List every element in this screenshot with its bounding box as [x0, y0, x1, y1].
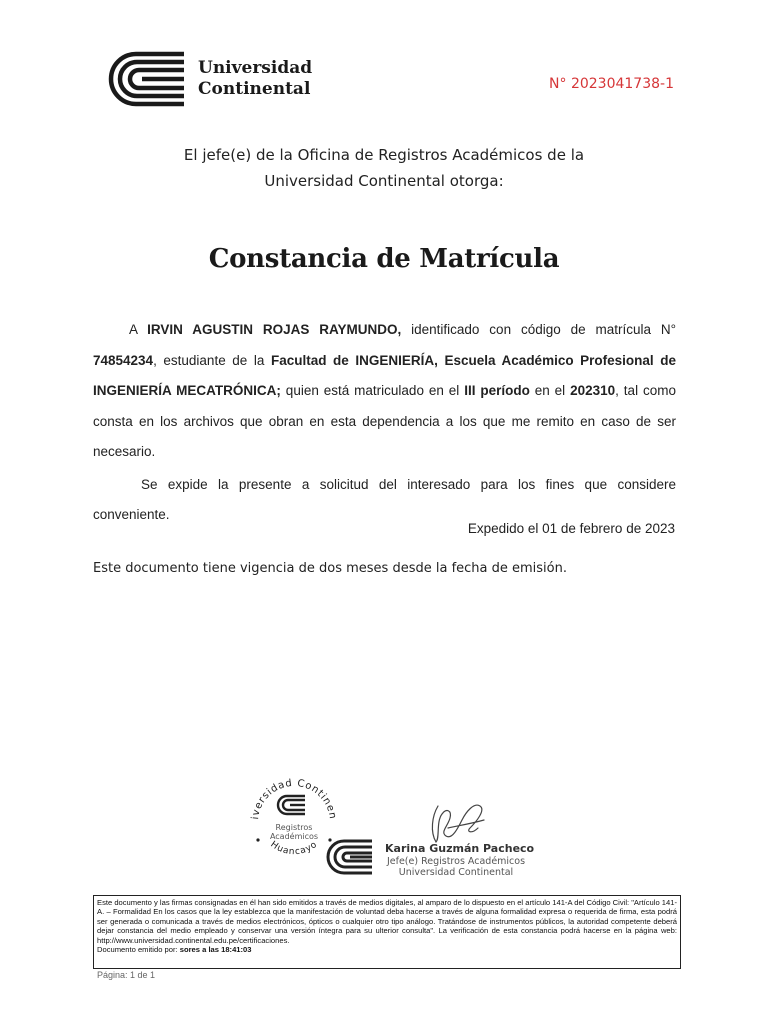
document-body	[93, 315, 676, 531]
body-text: , estudiante de la	[153, 352, 271, 368]
legal-text: Este documento y las firmas consignadas en él han sido emitidos a través de medios digitales, al amparo de lo dispuesto en el artículo 141-A del Código Civil: "Artículo 141-A. – Formalidad En los casos que la ley establezca que la manifestación de voluntad deba hacerse a través de alguna formalidad expresa o requerida de firma, esta podrá ser generada o comunicada a través de medios electrónicos, ópticos o cualquier otro tipo análogo. Tratándose de instrumentos públicos, la autoridad competente deberá dejar constancia del medio empleado y conservar una versión íntegra para su ulterior consulta". La verificación de esta constancia podrá hacerse en la página web: http://www.universidad.continental.edu.pe/certificaciones.	[97, 898, 677, 945]
body-text: , tal como consta en los archivos que obran en esta dependencia a los que me remito en caso de ser necesario.	[93, 383, 676, 459]
seal-center-line-2: Académicos	[269, 832, 319, 841]
university-logo	[106, 50, 326, 110]
logo-line-2: Continental	[198, 79, 311, 99]
document-title: Constancia de Matrícula	[208, 244, 560, 274]
term: 202310	[570, 383, 616, 398]
signer-role	[386, 856, 526, 878]
body-text: en el	[529, 383, 571, 398]
intro-line-1: El jefe(e) de la Oficina de Registros Académicos de la	[183, 146, 585, 164]
body-text: A	[129, 322, 148, 337]
logo-line-1: Universidad	[198, 58, 313, 78]
student-name: IRVIN AGUSTIN ROJAS RAYMUNDO,	[147, 322, 402, 337]
university-name	[198, 58, 312, 100]
continental-logo-icon	[106, 50, 188, 108]
validity-note: Este documento tiene vigencia de dos meses desde la fecha de emisión.	[93, 561, 567, 576]
handwritten-signature-icon	[426, 798, 496, 846]
emitted-value: sores a las 18:41:03	[179, 945, 252, 955]
period: III período	[464, 383, 530, 398]
body-text: identificado con código de matrícula N°	[401, 322, 677, 337]
faculty: Facultad de INGENIERÍA, Escuela Académico Profesional de INGENIERÍA MECATRÓNICA;	[93, 352, 676, 398]
signer-role-line-1: Jefe(e) Registros Académicos	[386, 856, 526, 867]
emitted-label: Documento emitido por:	[97, 945, 180, 955]
seal-top-text: iversidad Continen	[250, 777, 339, 821]
body-paragraph-2: Se expide la presente a solicitud del interesado para los fines que considere conveniente.	[93, 476, 676, 522]
legal-notice	[93, 895, 681, 969]
page-number: Página: 1 de 1	[97, 970, 156, 980]
signer-name: Karina Guzmán Pacheco	[385, 842, 535, 855]
document-number: N° 2023041738-1	[549, 76, 674, 92]
signer-role-line-2: Universidad Continental	[398, 867, 514, 878]
intro-text	[0, 142, 768, 194]
issue-date: Expedido el 01 de febrero de 2023	[467, 521, 675, 536]
body-paragraph-1	[93, 315, 676, 468]
seal-center-line-1: Registros	[275, 823, 313, 832]
continental-small-logo-icon	[326, 838, 374, 876]
svg-text:Huancayo	[268, 840, 319, 858]
body-text: quien está matriculado en el	[280, 383, 465, 398]
signature-block	[326, 798, 536, 878]
student-code: 74854234	[93, 352, 154, 368]
intro-line-2: Universidad Continental otorga:	[264, 172, 504, 190]
seal-bottom-text: Huancayo	[268, 839, 320, 858]
